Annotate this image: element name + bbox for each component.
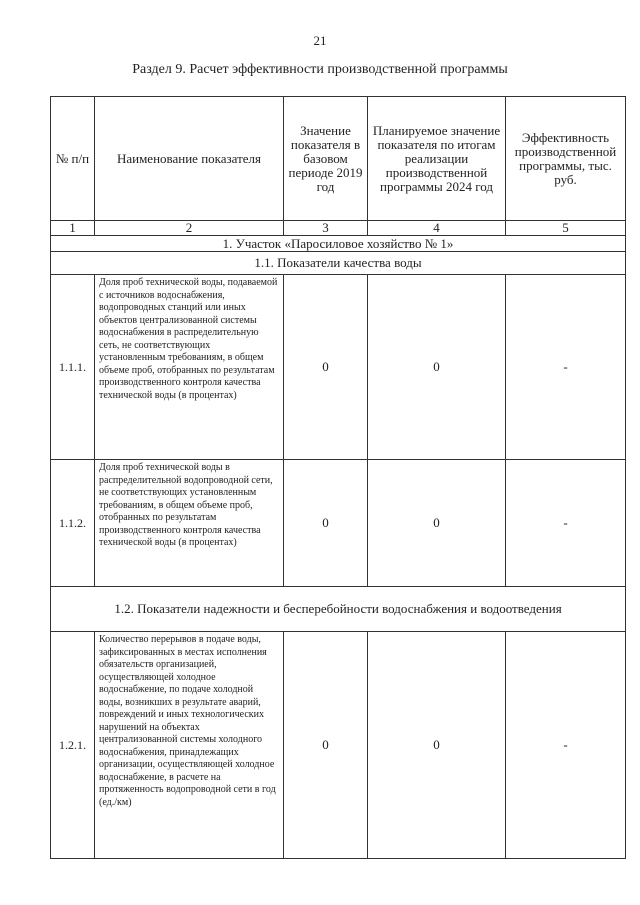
col-number: 1 — [51, 221, 95, 236]
table-row — [51, 275, 626, 460]
col-number: 5 — [506, 221, 626, 236]
row-num: 1.1.2. — [51, 460, 95, 587]
table-row — [51, 460, 626, 587]
page-number: 21 — [313, 33, 327, 48]
column-numbers-row — [51, 221, 626, 236]
col-number: 3 — [284, 221, 368, 236]
row-desc: Доля проб технической воды в распределительной водопроводной сети, не соответствующих установленным требованиям, в общем объеме проб, отобранных по результатам производственного контроля качества технической воды (в процентах) — [95, 460, 284, 587]
row-base: 0 — [284, 275, 368, 460]
section-title: 1. Участок «Паросиловое хозяйство № 1» — [51, 236, 626, 252]
subsection-title: 1.1. Показатели качества воды — [51, 252, 626, 275]
subsection-title: 1.2. Показатели надежности и бесперебойности водоснабжения и водоотведения — [51, 587, 626, 632]
row-planned: 0 — [368, 632, 506, 859]
page-title: Раздел 9. Расчет эффективности производственной программы — [132, 62, 508, 77]
col-number: 2 — [95, 221, 284, 236]
row-desc: Количество перерывов в подаче воды, зафиксированных в местах исполнения обязательств организацией, осуществляющей холодное водоснабжение, по подаче холодной воды, возникших в результате аварий, повреждений и иных технологических нарушений на объектах централизованной системы холодного водоснабжения, принадлежащих организации, осуществляющей холодное водоснабжение, в расчете на протяженность водопроводной сети в год (ед./км) — [95, 632, 284, 859]
row-num: 1.1.1. — [51, 275, 95, 460]
col-number: 4 — [368, 221, 506, 236]
header-name: Наименование показателя — [95, 97, 284, 221]
table-row — [51, 632, 626, 859]
row-effect: - — [506, 275, 626, 460]
row-desc: Доля проб технической воды, подаваемой с источников водоснабжения, водопроводных станций или иных объектов централизованной системы водоснабжения в распределительную сеть, не соответствующих установленным требованиям, в общем объеме проб, отобранных по результатам производственного контроля качества технической воды (в процентах) — [95, 275, 284, 460]
header-row — [51, 97, 626, 221]
header-num: № п/п — [51, 97, 95, 221]
row-planned: 0 — [368, 275, 506, 460]
header-planned: Планируемое значение показателя по итогам реализации производственной программы 2024 год — [368, 97, 506, 221]
row-base: 0 — [284, 460, 368, 587]
efficiency-table — [50, 96, 626, 859]
subsection-row — [51, 252, 626, 275]
row-planned: 0 — [368, 460, 506, 587]
row-effect: - — [506, 632, 626, 859]
header-effect: Эффективность производственной программы, тыс. руб. — [506, 97, 626, 221]
section-row — [51, 236, 626, 252]
row-base: 0 — [284, 632, 368, 859]
header-base: Значение показателя в базовом периоде 2019 год — [284, 97, 368, 221]
row-num: 1.2.1. — [51, 632, 95, 859]
subsection-row — [51, 587, 626, 632]
row-effect: - — [506, 460, 626, 587]
